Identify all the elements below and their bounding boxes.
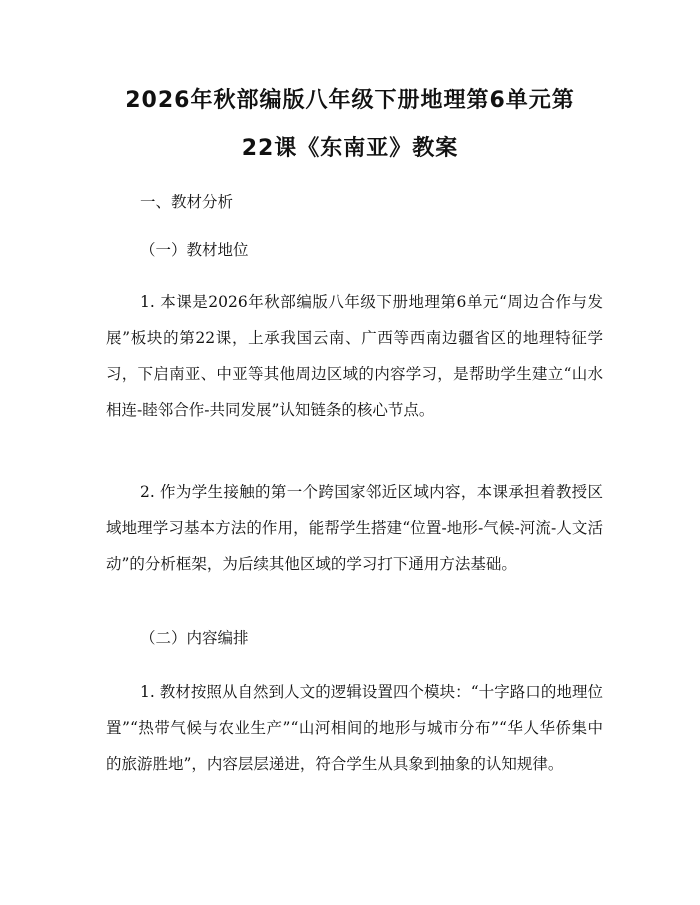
document-title-line-2: 22课《东南亚》教案 [241, 136, 459, 161]
subsection-heading-content-arrangement: （二）内容编排 [140, 629, 249, 647]
paragraph-arrangement-1: 1. 教材按照从自然到人文的逻辑设置四个模块：“十字路口的地理位置”“热带气候与农业生产”“山河相间的地形与城市分布”“华人华侨集中的旅游胜地”，内容层层递进，符合学生从具象到抽象的认知规律。 [106, 683, 603, 773]
document-title-line-1: 2026年秋部编版八年级下册地理第6单元第 [125, 88, 575, 113]
subsection-heading-textbook-position: （一）教材地位 [140, 241, 249, 259]
paragraph-position-2: 2. 作为学生接触的第一个跨国家邻近区域内容，本课承担着教授区域地理学习基本方法的作用，能帮学生搭建“位置-地形-气候-河流-人文活动”的分析框架，为后续其他区域的学习打下通用方法基础。 [106, 483, 603, 573]
paragraph-position-1: 1. 本课是2026年秋部编版八年级下册地理第6单元“周边合作与发展”板块的第22课，上承我国云南、广西等西南边疆省区的地理特征学习，下启南亚、中亚等其他周边区域的内容学习，是帮助学生建立“山水相连-睦邻合作-共同发展”认知链条的核心节点。 [106, 293, 603, 419]
section-heading-textbook-analysis: 一、教材分析 [140, 193, 234, 211]
